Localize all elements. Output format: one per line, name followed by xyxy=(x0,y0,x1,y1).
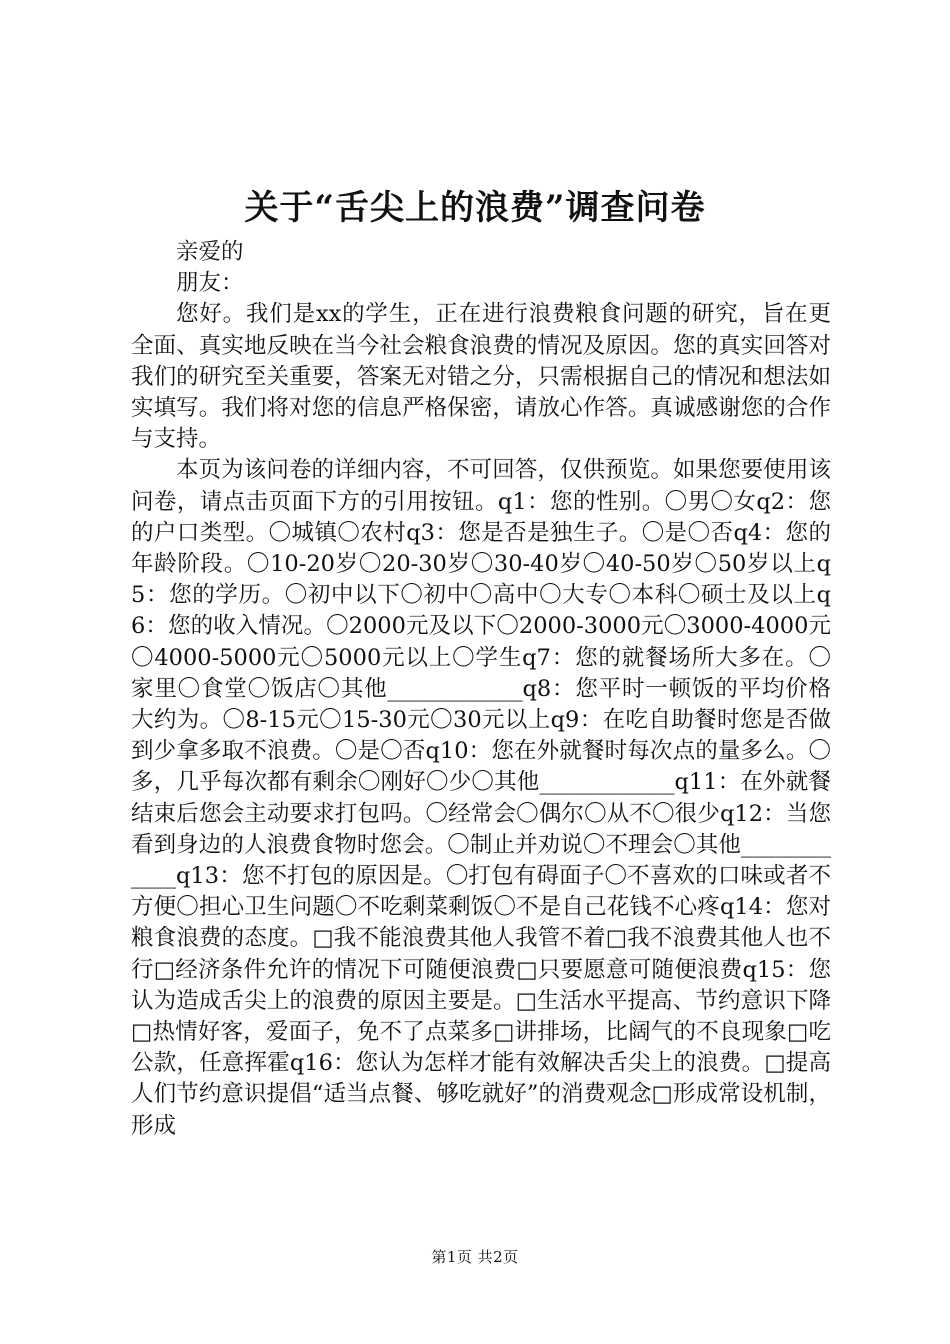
document-body xyxy=(131,237,831,1142)
greeting-line-1: 亲爱的 xyxy=(176,239,244,265)
intro-paragraph: 您好。我们是xx的学生，正在进行浪费粮食问题的研究，旨在更全面、真实地反映在当今社会粮食浪费的情况及原因。您的真实回答对我们的研究至关重要，答案无对错之分，只需根据自己的情况和想法如实填写。我们将对您的信息严格保密，请放心作答。真诚感谢您的合作与支持。 xyxy=(131,301,831,453)
greeting-line-2: 朋友： xyxy=(176,270,244,297)
document-title: 关于“舌尖上的浪费”调查问卷 xyxy=(244,188,706,228)
questionnaire-content: 本页为该问卷的详细内容，不可回答，仅供预览。如果您要使用该问卷，请点击页面下方的引用按钮。q1：您的性别。〇男〇女q2：您的户口类型。〇城镇〇农村q3：您是否是独生子。〇是〇否q4：您的年龄阶段。〇10-20岁〇20-30岁〇30-40岁〇40-50岁〇50岁以上q5：您的学历。〇初中以下〇初中〇高中〇大专〇本科〇硕士及以上q6：您的收入情况。〇2000元及以下〇2000-3000元〇3000-4000元〇4000-5000元〇5000元以上〇学生q7：您的就餐场所大多在。〇家里〇食堂〇饭店〇其他____________q8：您平时一顿饭的平均价格大约为。〇8-15元〇15-30元〇30元以上q9：在吃自助餐时您是否做到少拿多取不浪费。〇是〇否q10：您在外就餐时每次点的量多么。〇多，几乎每次都有剩余〇刚好〇少〇其他____________q11：在外就餐结束后您会主动要求打包吗。〇经常会〇偶尔〇从不〇很少q12：当您看到身边的人浪费食物时您会。〇制止并劝说〇不理会〇其他____________q13：您不打包的原因是。〇打包有碍面子〇不喜欢的口味或者不方便〇担心卫生问题〇不吃剩菜剩饭〇不是自己花钱不心疼q14：您对粮食浪费的态度。□我不能浪费其他人我管不着□我不浪费其他人也不行□经济条件允许的情况下可随便浪费□只要愿意可随便浪费q15：您认为造成舌尖上的浪费的原因主要是。□生活水平提高、节约意识下降□热情好客，爱面子，免不了点菜多□讲排场，比阔气的不良现象□吃公款，任意挥霍q16：您认为怎样才能有效解决舌尖上的浪费。□提高人们节约意识提倡“适当点餐、够吃就好”的消费观念□形成常设机制，形成 xyxy=(131,457,831,1139)
page-footer: 第1页 共2页 xyxy=(431,1248,519,1266)
